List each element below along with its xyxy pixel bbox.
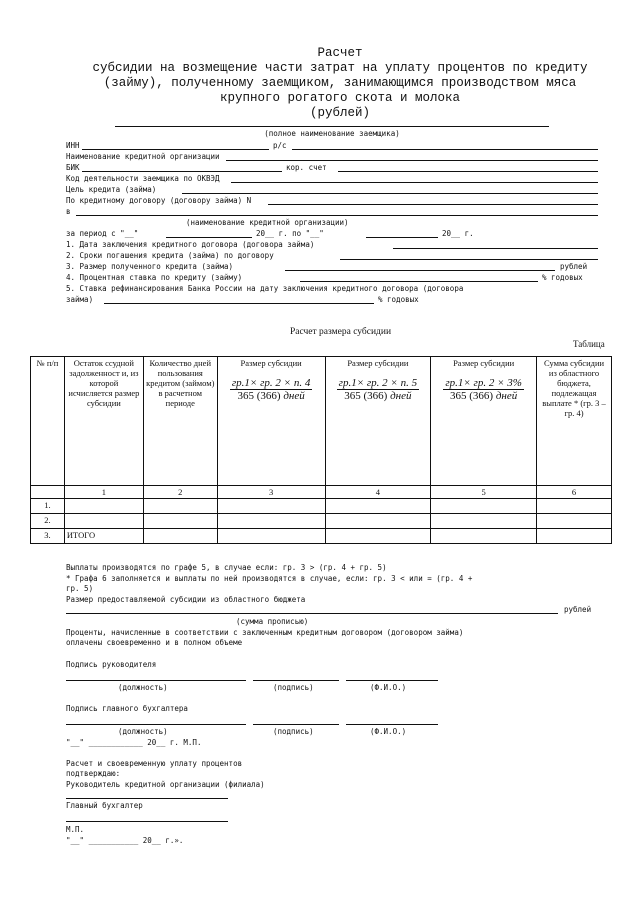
subsidy-amount-unit: рублей <box>564 605 592 614</box>
period-mid-label: 20__ г. по "__" <box>256 229 324 238</box>
bik-label: БИК <box>66 163 80 172</box>
contract-field[interactable] <box>268 204 598 205</box>
formula-3 <box>443 378 524 401</box>
formula-2-numerator: гр.1× гр. 2 × п. 5 <box>338 377 418 389</box>
col-number-2: 2 <box>143 486 217 499</box>
column-numbers-row <box>31 486 612 499</box>
header-subsidy-1 <box>217 357 325 486</box>
purpose-label: Цель кредита (займа) <box>66 185 157 194</box>
bank-field[interactable] <box>76 215 598 216</box>
table-cell[interactable] <box>537 514 612 529</box>
formula-2-denominator: 365 (366) дней <box>344 390 412 402</box>
head-fio-caption: (Ф.И.О.) <box>370 683 407 692</box>
table-cell[interactable] <box>143 499 217 514</box>
head-signature-label: Подпись руководителя <box>66 660 157 669</box>
item-4-unit: % годовых <box>542 273 583 282</box>
title-line-2: субсидии на возмещение части затрат на уплату процентов по кредиту <box>92 61 588 75</box>
table-cell[interactable] <box>143 514 217 529</box>
table-total-row <box>31 529 612 544</box>
row-number: 2. <box>31 514 65 529</box>
note-column-6-line1: * Графа 6 заполняется и выплаты по ней производятся в случае, если: гр. 3 < или = (гр. 4 + <box>66 574 473 583</box>
table-row <box>31 514 612 529</box>
inn-label: ИНН <box>66 141 80 150</box>
row-number: 3. <box>31 529 65 544</box>
subsidy-amount-field[interactable] <box>66 613 558 614</box>
chief-accountant-label: Главный бухгалтер <box>66 801 143 810</box>
table-cell[interactable] <box>217 529 325 544</box>
date-stamp-line: "__" ____________ 20__ г. М.П. <box>66 738 202 747</box>
chief-accountant-signature-field[interactable] <box>66 821 228 822</box>
accountant-position-field[interactable] <box>66 724 246 725</box>
table-header-row <box>31 357 612 486</box>
subsidy-amount-label: Размер предоставляемой субсидии из областного бюджета <box>66 595 306 604</box>
table-cell[interactable] <box>431 529 537 544</box>
rs-label: р/с <box>273 141 287 150</box>
formula-3-numerator: гр.1× гр. 2 × 3% <box>445 377 522 389</box>
header-subsidy-3-label: Размер субсидии <box>453 358 515 368</box>
row-label <box>64 499 143 514</box>
row-label <box>64 514 143 529</box>
period-start-field[interactable] <box>166 237 252 238</box>
item-3-field[interactable] <box>285 270 555 271</box>
accountant-signature-caption: (подпись) <box>273 727 314 736</box>
item-2-field[interactable] <box>340 259 598 260</box>
confirm-line-3: Руководитель кредитной организации (филиала) <box>66 780 265 789</box>
kor-field[interactable] <box>338 171 598 172</box>
header-number: № п/п <box>31 357 65 486</box>
period-end-label: 20__ г. <box>442 229 474 238</box>
title-line-1: Расчет <box>317 46 363 60</box>
formula-2 <box>337 378 419 401</box>
note-column-6-line2: гр. 5) <box>66 584 94 593</box>
col-number-4: 4 <box>325 486 431 499</box>
table-cell[interactable] <box>537 499 612 514</box>
formula-3-denominator: 365 (366) дней <box>450 390 518 402</box>
head-position-field[interactable] <box>66 680 246 681</box>
head-fio-field[interactable] <box>346 680 438 681</box>
okved-field[interactable] <box>231 182 598 183</box>
confirm-line-2: подтверждаю: <box>66 769 121 778</box>
kor-label: кор. счет <box>286 163 327 172</box>
period-start-label: за период с "__" <box>66 229 139 238</box>
borrower-caption: (полное наименование заемщика) <box>264 129 400 138</box>
table-cell[interactable] <box>325 499 431 514</box>
header-subsidy-1-label: Размер субсидии <box>240 358 302 368</box>
table-cell[interactable] <box>325 514 431 529</box>
item-5-label-line2: займа) <box>66 295 94 304</box>
formula-1-numerator: гр.1× гр. 2 × п. 4 <box>231 377 311 389</box>
header-subsidy-3 <box>431 357 537 486</box>
head-position-caption: (должность) <box>118 683 168 692</box>
in-label: в <box>66 207 71 216</box>
formula-1-denominator: 365 (366) дней <box>237 390 305 402</box>
head-signature-field[interactable] <box>253 680 339 681</box>
item-1-field[interactable] <box>393 248 598 249</box>
accountant-signature-label: Подпись главного бухгалтера <box>66 704 188 713</box>
table-cell[interactable] <box>143 529 217 544</box>
title-line-5: (рублей) <box>309 106 370 120</box>
table-row <box>31 499 612 514</box>
header-subsidy-2 <box>325 357 431 486</box>
period-end-field[interactable] <box>366 237 438 238</box>
accountant-signature-field[interactable] <box>253 724 339 725</box>
title-line-4: крупного рогатого скота и молока <box>219 91 461 105</box>
table-cell[interactable] <box>431 499 537 514</box>
bank-head-signature-field[interactable] <box>66 798 228 799</box>
col-number-blank <box>31 486 65 499</box>
contract-label: По кредитному договору (договору займа) N <box>66 196 252 205</box>
item-4-label: 4. Процентная ставка по кредиту (займу) <box>66 273 243 282</box>
header-regional-subsidy: Сумма субсидии из областного бюджета, подлежащая выплате * (гр. 3 – гр. 4) <box>537 357 612 486</box>
note-payment-condition: Выплаты производятся по графе 5, в случае если: гр. 3 > (гр. 4 + гр. 5) <box>66 563 387 572</box>
stamp-label: М.П. <box>66 825 85 834</box>
accountant-position-caption: (должность) <box>118 727 168 736</box>
document-title <box>70 46 610 121</box>
table-cell[interactable] <box>217 514 325 529</box>
amount-in-words-caption: (сумма прописью) <box>236 617 309 626</box>
item-5-unit: % годовых <box>378 295 419 304</box>
bank-caption: (наименование кредитной организации) <box>186 218 349 227</box>
borrower-name-field[interactable] <box>115 126 549 127</box>
col-number-6: 6 <box>537 486 612 499</box>
final-date-line: "__" ___________ 20__ г.». <box>66 836 184 845</box>
item-5-field[interactable] <box>104 303 374 304</box>
item-3-unit: рублей <box>560 262 588 271</box>
head-signature-caption: (подпись) <box>273 683 314 692</box>
confirm-line-1: Расчет и своевременную уплату процентов <box>66 759 243 768</box>
rs-field[interactable] <box>292 149 598 150</box>
accountant-fio-field[interactable] <box>346 724 438 725</box>
row-number: 1. <box>31 499 65 514</box>
col-number-3: 3 <box>217 486 325 499</box>
total-label: ИТОГО <box>64 529 143 544</box>
item-3-label: 3. Размер полученного кредита (займа) <box>66 262 234 271</box>
bik-field[interactable] <box>82 171 282 172</box>
item-1-label: 1. Дата заключения кредитного договора (договора займа) <box>66 240 315 249</box>
col-number-1: 1 <box>64 486 143 499</box>
okved-label: Код деятельности заемщика по ОКВЭД <box>66 174 220 183</box>
interest-paid-line1: Проценты, начисленные в соответствии с заключенным кредитным договором (договором займа) <box>66 628 464 637</box>
table-caption: Расчет размера субсидии <box>290 327 392 337</box>
header-days: Количество дней пользования кредитом (займом) в расчетном периоде <box>143 357 217 486</box>
accountant-fio-caption: (Ф.И.О.) <box>370 727 407 736</box>
table-cell[interactable] <box>537 529 612 544</box>
subsidy-table <box>30 356 612 544</box>
item-4-field[interactable] <box>300 281 538 282</box>
purpose-field[interactable] <box>182 193 598 194</box>
table-label: Таблица <box>573 339 605 349</box>
table-cell[interactable] <box>431 514 537 529</box>
bank-name-label: Наименование кредитной организации <box>66 152 220 161</box>
col-number-5: 5 <box>431 486 537 499</box>
formula-1 <box>230 378 312 401</box>
inn-field[interactable] <box>82 149 269 150</box>
interest-paid-line2: оплачены своевременно и в полном объеме <box>66 638 243 647</box>
table-cell[interactable] <box>217 499 325 514</box>
table-cell[interactable] <box>325 529 431 544</box>
bank-name-field[interactable] <box>226 160 598 161</box>
header-subsidy-2-label: Размер субсидии <box>347 358 409 368</box>
item-5-label-line1: 5. Ставка рефинансирования Банка России на дату заключения кредитного договора (договора <box>66 284 464 293</box>
header-debt-balance: Остаток ссудной задолженност и, из которой исчисляется размер субсидии <box>64 357 143 486</box>
title-line-3: (займу), полученному заемщиком, занимающимся производством мяса <box>103 76 577 90</box>
item-2-label: 2. Сроки погашения кредита (займа) по договору <box>66 251 274 260</box>
